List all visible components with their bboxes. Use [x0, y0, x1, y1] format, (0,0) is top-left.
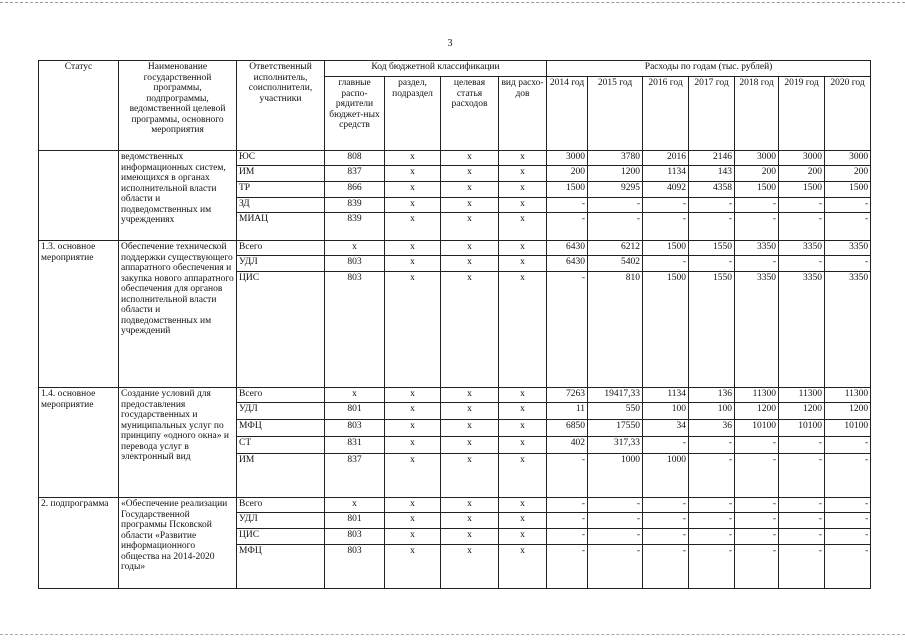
budget-manager-code-cell: 803 [325, 545, 385, 589]
header-status: Статус [39, 61, 119, 151]
expense-value-cell: 5402 [588, 256, 643, 272]
target-article-cell: х [441, 198, 499, 213]
status-cell [39, 151, 119, 241]
executor-cell: МФЦ [237, 420, 325, 437]
expense-value-cell: - [643, 545, 689, 589]
executor-cell: ЦИС [237, 272, 325, 388]
expense-value-cell: - [735, 454, 779, 498]
name-cell: ведомственных информационных систем, имеющихся в органах исполнительной власти области и подведомственных им учреждениях [119, 151, 237, 241]
section-cell: х [385, 241, 441, 256]
expense-type-cell: х [499, 420, 547, 437]
expense-value-cell: 7263 [547, 388, 588, 403]
expense-value-cell: - [547, 213, 588, 241]
expense-type-cell: х [499, 529, 547, 545]
expense-value-cell: 136 [689, 388, 735, 403]
expense-value-cell: - [689, 529, 735, 545]
executor-cell: ЗД [237, 198, 325, 213]
expense-value-cell: 4092 [643, 182, 689, 198]
expense-value-cell: 6430 [547, 241, 588, 256]
budget-manager-code-cell: 831 [325, 437, 385, 454]
target-article-cell: х [441, 272, 499, 388]
expense-value-cell: 1550 [689, 241, 735, 256]
budget-manager-code-cell: 803 [325, 256, 385, 272]
bottom-scan-edge [0, 634, 905, 635]
status-cell: 1.4. основное мероприятие [39, 388, 119, 498]
expense-value-cell: 1000 [588, 454, 643, 498]
executor-cell: МИАЦ [237, 213, 325, 241]
expense-value-cell: - [689, 213, 735, 241]
header-year: 2020 год [825, 77, 871, 151]
expense-value-cell: 3000 [825, 151, 871, 166]
expense-value-cell: 3350 [825, 272, 871, 388]
executor-cell: ЦИС [237, 529, 325, 545]
expense-value-cell: 3350 [735, 272, 779, 388]
expense-value-cell: 3780 [588, 151, 643, 166]
budget-manager-code-cell: 803 [325, 529, 385, 545]
expense-value-cell: - [588, 529, 643, 545]
section-cell: х [385, 272, 441, 388]
budget-manager-code-cell: х [325, 498, 385, 513]
expense-value-cell: - [735, 256, 779, 272]
expense-value-cell: - [643, 213, 689, 241]
expense-value-cell: 1500 [825, 182, 871, 198]
expense-value-cell: - [779, 437, 825, 454]
expense-value-cell: - [689, 513, 735, 529]
header-target-article: целевая статья расходов [441, 77, 499, 151]
expense-value-cell: 1200 [735, 403, 779, 420]
expense-type-cell: х [499, 437, 547, 454]
budget-manager-code-cell: 803 [325, 420, 385, 437]
expense-value-cell: - [735, 437, 779, 454]
expense-value-cell: 100 [643, 403, 689, 420]
expense-value-cell: 4358 [689, 182, 735, 198]
expense-value-cell: - [825, 529, 871, 545]
expense-value-cell: - [689, 198, 735, 213]
table-row [39, 241, 871, 256]
expense-value-cell: 550 [588, 403, 643, 420]
expense-value-cell: - [547, 545, 588, 589]
expense-value-cell: - [779, 213, 825, 241]
expense-value-cell: 10100 [825, 420, 871, 437]
page-number: 3 [447, 38, 453, 49]
expense-value-cell: - [643, 529, 689, 545]
expense-value-cell: - [825, 198, 871, 213]
expense-value-cell: - [643, 198, 689, 213]
budget-manager-code-cell: 866 [325, 182, 385, 198]
target-article-cell: х [441, 454, 499, 498]
expense-value-cell: 3000 [735, 151, 779, 166]
executor-cell: УДЛ [237, 513, 325, 529]
expense-type-cell: х [499, 151, 547, 166]
executor-cell: ИМ [237, 454, 325, 498]
expense-value-cell: - [689, 545, 735, 589]
expense-value-cell: 1200 [825, 403, 871, 420]
executor-cell: Всего [237, 241, 325, 256]
table-row [39, 388, 871, 403]
expense-type-cell: х [499, 454, 547, 498]
expense-value-cell: 1500 [547, 182, 588, 198]
expense-value-cell: - [779, 454, 825, 498]
expense-value-cell: - [825, 437, 871, 454]
header-year: 2016 год [643, 77, 689, 151]
expense-value-cell: - [689, 256, 735, 272]
expense-value-cell: 6430 [547, 256, 588, 272]
expense-value-cell: 1200 [779, 403, 825, 420]
expense-value-cell: 6850 [547, 420, 588, 437]
name-cell: «Обеспечение реализации Государственной программы Псковской области «Развитие информационного общества на 2014-2020 годы» [119, 498, 237, 589]
target-article-cell: х [441, 241, 499, 256]
expense-value-cell: - [735, 545, 779, 589]
expense-value-cell: - [547, 498, 588, 513]
section-cell: х [385, 529, 441, 545]
name-cell: Обеспечение технической поддержки существующего аппаратного обеспечения и закупка нового аппаратного обеспечения для органов исполнительной власти области и подведомственных им учреждений [119, 241, 237, 388]
target-article-cell: х [441, 256, 499, 272]
expense-value-cell: - [643, 437, 689, 454]
expense-value-cell: 402 [547, 437, 588, 454]
expense-value-cell: 1000 [643, 454, 689, 498]
expense-type-cell: х [499, 403, 547, 420]
target-article-cell: х [441, 388, 499, 403]
section-cell: х [385, 256, 441, 272]
target-article-cell: х [441, 545, 499, 589]
executor-cell: ЮС [237, 151, 325, 166]
expense-value-cell: 200 [547, 166, 588, 182]
expense-value-cell: 2146 [689, 151, 735, 166]
expense-type-cell: х [499, 241, 547, 256]
expense-value-cell: 9295 [588, 182, 643, 198]
section-cell: х [385, 437, 441, 454]
section-cell: х [385, 454, 441, 498]
target-article-cell: х [441, 420, 499, 437]
status-cell: 1.3. основное мероприятие [39, 241, 119, 388]
expense-value-cell: 143 [689, 166, 735, 182]
expense-value-cell: - [588, 513, 643, 529]
expense-value-cell: - [825, 498, 871, 513]
expense-value-cell: - [689, 437, 735, 454]
executor-cell: Всего [237, 498, 325, 513]
section-cell: х [385, 182, 441, 198]
expense-value-cell: - [547, 529, 588, 545]
target-article-cell: х [441, 403, 499, 420]
header-expenses: Расходы по годам (тыс. рублей) [547, 61, 871, 77]
expense-type-cell: х [499, 198, 547, 213]
expense-type-cell: х [499, 388, 547, 403]
expense-value-cell: 3000 [547, 151, 588, 166]
expense-value-cell: - [735, 213, 779, 241]
expense-type-cell: х [499, 213, 547, 241]
status-cell: 2. подпрограмма [39, 498, 119, 589]
target-article-cell: х [441, 151, 499, 166]
header-name: Наименование государственной программы, подпрограммы, ведомственной целевой программы, основного мероприятия [119, 61, 237, 151]
section-cell: х [385, 151, 441, 166]
expense-value-cell: 1550 [689, 272, 735, 388]
expense-value-cell: 11300 [825, 388, 871, 403]
header-year: 2018 год [735, 77, 779, 151]
expense-value-cell: - [547, 513, 588, 529]
section-cell: х [385, 403, 441, 420]
header-year: 2017 год [689, 77, 735, 151]
expense-value-cell: - [547, 454, 588, 498]
expense-value-cell: - [643, 498, 689, 513]
budget-manager-code-cell: х [325, 241, 385, 256]
expense-value-cell: - [735, 529, 779, 545]
header-expense-type: вид расхо-дов [499, 77, 547, 151]
expense-value-cell: - [547, 272, 588, 388]
expense-value-cell: 3000 [779, 151, 825, 166]
target-article-cell: х [441, 437, 499, 454]
header-budget-code: Код бюджетной классификации [325, 61, 547, 77]
expense-value-cell: 200 [779, 166, 825, 182]
expense-value-cell: 10100 [779, 420, 825, 437]
header-year: 2015 год [588, 77, 643, 151]
expense-value-cell: - [779, 198, 825, 213]
expense-value-cell: - [588, 545, 643, 589]
expense-value-cell: 1134 [643, 388, 689, 403]
expense-value-cell: - [643, 256, 689, 272]
expense-value-cell: - [588, 198, 643, 213]
top-scan-edge [0, 2, 905, 3]
expense-value-cell: - [825, 513, 871, 529]
budget-manager-code-cell: х [325, 388, 385, 403]
expense-value-cell: - [689, 498, 735, 513]
budget-manager-code-cell: 837 [325, 166, 385, 182]
header-main-manager: главные распо-рядители бюджет-ных средств [325, 77, 385, 151]
expense-value-cell: 11300 [779, 388, 825, 403]
table-body [39, 151, 871, 589]
expense-type-cell: х [499, 166, 547, 182]
executor-cell: Всего [237, 388, 325, 403]
expense-type-cell: х [499, 513, 547, 529]
expense-value-cell: 810 [588, 272, 643, 388]
header-section: раздел, подраздел [385, 77, 441, 151]
budget-manager-code-cell: 803 [325, 272, 385, 388]
expense-value-cell: 1500 [779, 182, 825, 198]
expense-value-cell: 1500 [643, 241, 689, 256]
section-cell: х [385, 545, 441, 589]
expense-value-cell: - [825, 213, 871, 241]
expense-value-cell: 19417,33 [588, 388, 643, 403]
expense-value-cell: - [779, 545, 825, 589]
expense-value-cell: 2016 [643, 151, 689, 166]
expense-value-cell: 3350 [779, 272, 825, 388]
expense-value-cell: - [735, 513, 779, 529]
section-cell: х [385, 198, 441, 213]
header-year: 2019 год [779, 77, 825, 151]
expense-value-cell: - [825, 256, 871, 272]
expense-type-cell: х [499, 256, 547, 272]
expense-value-cell: - [689, 454, 735, 498]
expense-type-cell: х [499, 498, 547, 513]
expense-value-cell: - [825, 454, 871, 498]
expense-value-cell: 11300 [735, 388, 779, 403]
budget-manager-code-cell: 801 [325, 513, 385, 529]
expense-type-cell: х [499, 545, 547, 589]
target-article-cell: х [441, 166, 499, 182]
expense-type-cell: х [499, 182, 547, 198]
expense-value-cell: 3350 [779, 241, 825, 256]
expense-value-cell: 1200 [588, 166, 643, 182]
expense-value-cell: 10100 [735, 420, 779, 437]
expense-value-cell: 317,33 [588, 437, 643, 454]
expense-value-cell: - [779, 529, 825, 545]
expense-value-cell: 17550 [588, 420, 643, 437]
expense-value-cell: - [779, 498, 825, 513]
header-year: 2014 год [547, 77, 588, 151]
expense-value-cell: 100 [689, 403, 735, 420]
section-cell: х [385, 420, 441, 437]
expense-value-cell: 34 [643, 420, 689, 437]
expense-value-cell: - [588, 498, 643, 513]
target-article-cell: х [441, 182, 499, 198]
budget-manager-code-cell: 808 [325, 151, 385, 166]
budget-manager-code-cell: 801 [325, 403, 385, 420]
expense-value-cell: 3350 [825, 241, 871, 256]
expense-value-cell: 3350 [735, 241, 779, 256]
section-cell: х [385, 498, 441, 513]
expense-value-cell: 200 [825, 166, 871, 182]
executor-cell: ТР [237, 182, 325, 198]
section-cell: х [385, 513, 441, 529]
executor-cell: УДЛ [237, 256, 325, 272]
expense-value-cell: 1500 [643, 272, 689, 388]
budget-manager-code-cell: 839 [325, 198, 385, 213]
expense-value-cell: - [825, 545, 871, 589]
expense-value-cell: - [643, 513, 689, 529]
section-cell: х [385, 166, 441, 182]
expense-value-cell: - [735, 198, 779, 213]
expense-value-cell: 6212 [588, 241, 643, 256]
target-article-cell: х [441, 513, 499, 529]
target-article-cell: х [441, 213, 499, 241]
target-article-cell: х [441, 529, 499, 545]
budget-manager-code-cell: 839 [325, 213, 385, 241]
section-cell: х [385, 213, 441, 241]
table-row [39, 498, 871, 513]
expense-value-cell: - [779, 256, 825, 272]
header-executor: Ответственный исполнитель, соисполнители, участники [237, 61, 325, 151]
budget-table [38, 60, 871, 589]
section-cell: х [385, 388, 441, 403]
expense-value-cell: 1134 [643, 166, 689, 182]
name-cell: Создание условий для предоставления государственных и муниципальных услуг по принципу «одного окна» и перевода услуг в электронный вид [119, 388, 237, 498]
expense-value-cell: 36 [689, 420, 735, 437]
expense-value-cell: 200 [735, 166, 779, 182]
expense-value-cell: - [547, 198, 588, 213]
executor-cell: МФЦ [237, 545, 325, 589]
executor-cell: УДЛ [237, 403, 325, 420]
expense-value-cell: - [735, 498, 779, 513]
target-article-cell: х [441, 498, 499, 513]
expense-value-cell: 1500 [735, 182, 779, 198]
table-row [39, 151, 871, 166]
expense-type-cell: х [499, 272, 547, 388]
expense-value-cell: - [588, 213, 643, 241]
expense-value-cell: - [779, 513, 825, 529]
expense-value-cell: 11 [547, 403, 588, 420]
budget-manager-code-cell: 837 [325, 454, 385, 498]
executor-cell: ИМ [237, 166, 325, 182]
executor-cell: СТ [237, 437, 325, 454]
